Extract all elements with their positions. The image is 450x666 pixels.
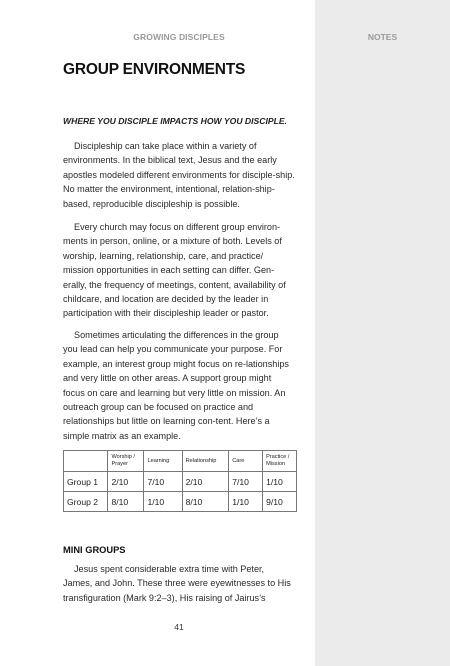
- table-row: [64, 472, 297, 492]
- section-title: GROUP ENVIRONMENTS: [63, 61, 246, 78]
- table-cell: 1/10: [144, 492, 182, 512]
- table-header-cell: Relationship: [182, 451, 229, 472]
- paragraph-3: [63, 328, 295, 443]
- table-header-row: [64, 451, 297, 472]
- paragraph-1: [63, 139, 295, 211]
- section-subhead: WHERE YOU DISCIPLE IMPACTS HOW YOU DISCIPLE.: [63, 116, 287, 126]
- table-header-cell: Practice / Mission: [263, 451, 297, 472]
- table-row: [64, 492, 297, 512]
- paragraph-2: [63, 220, 295, 321]
- table-cell: 8/10: [182, 492, 229, 512]
- table-header-cell: [64, 451, 108, 472]
- mini-groups-text: Jesus spent considerable extra time with Peter, James, and John. These three were eyewitnesses to His transfiguration (Mark 9:2–3), His raising of Jairus’s: [63, 564, 291, 603]
- table-cell: 2/10: [182, 472, 229, 492]
- table-header-cell: Care: [229, 451, 263, 472]
- mini-groups-heading: MINI GROUPS: [63, 545, 126, 555]
- paragraph-3-text: Sometimes articulating the differences in the group you lead can help you communicate your purpose. For example, an interest group might focus on re-lationships and very little on other areas. A support group might focus on care and learning but very little on mission. An outreach group can be focused on practice and relationships but little on learning con-tent. Here’s a simple matrix as an example.: [63, 330, 289, 441]
- notes-panel: [315, 0, 450, 666]
- table-cell: 7/10: [144, 472, 182, 492]
- table-cell: 1/10: [229, 492, 263, 512]
- table-cell: 1/10: [263, 472, 297, 492]
- notes-label: NOTES: [367, 32, 398, 42]
- paragraph-1-text: Discipleship can take place within a variety of environments. In the biblical text, Jesus and the early apostles modeled different environments for disciple-ship. No matter the environment, intentional, relation-ship-based, reproducible discipleship is possible.: [63, 141, 295, 209]
- table-cell: Group 2: [64, 492, 108, 512]
- table-cell: 9/10: [263, 492, 297, 512]
- table-cell: 7/10: [229, 472, 263, 492]
- table-header-cell: Learning: [144, 451, 182, 472]
- group-matrix-table: [63, 450, 297, 512]
- table-header-cell: Worship / Prayer: [108, 451, 144, 472]
- table-cell: 2/10: [108, 472, 144, 492]
- page-number: 41: [174, 622, 184, 632]
- table-cell: 8/10: [108, 492, 144, 512]
- running-head: GROWING DISCIPLES: [133, 32, 225, 42]
- paragraph-2-text: Every church may focus on different group environ-ments in person, online, or a mixture of both. Levels of worship, learning, relationship, care, and practice/ mission opportunities in each setting can differ. Gen-erally, the frequency of meetings, content, availability of childcare, and location are decided by the leader in participation with their discipleship leader or pastor.: [63, 222, 286, 319]
- mini-groups-paragraph: [63, 562, 295, 605]
- table-cell: Group 1: [64, 472, 108, 492]
